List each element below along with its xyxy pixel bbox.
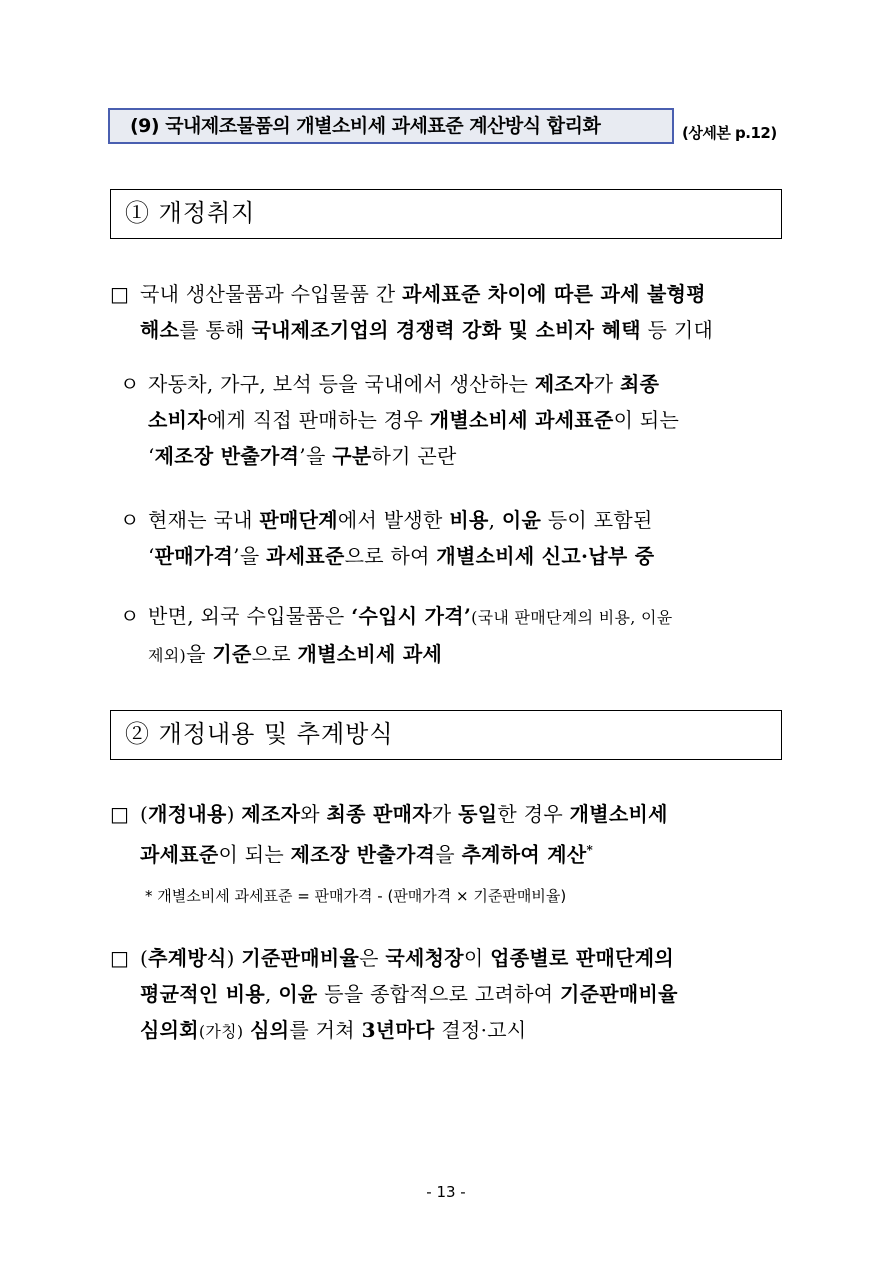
paragraph-purpose xyxy=(110,276,790,348)
section-heading-purpose: ① 개정취지 xyxy=(110,189,782,239)
paragraph-line: 자동차, 가구, 보석 등을 국내에서 생산하는 제조자가 최종 xyxy=(148,372,660,396)
paragraph-line: 평균적인 비용, 이윤 등을 종합적으로 고려하여 기준판매비율 xyxy=(140,982,678,1006)
paragraph-line: 심의회(가칭) 심의를 거쳐 3년마다 결정·고시 xyxy=(140,1018,527,1042)
page-number: - 13 - xyxy=(426,1183,466,1201)
paragraph-line: 과세표준이 되는 제조장 반출가격을 추계하여 계산* xyxy=(140,842,594,867)
paragraph-line: 현재는 국내 판매단계에서 발생한 비용, 이윤 등이 포함된 xyxy=(148,508,653,532)
paragraph-line: (추계방식) 기준판매비율은 국세청장이 업종별로 판매단계의 xyxy=(140,946,674,970)
detail-reference: (상세본 p.12) xyxy=(682,124,777,142)
paragraph-line: ‘제조장 반출가격’을 구분하기 곤란 xyxy=(148,444,457,468)
paragraph-estimation-method xyxy=(110,940,790,1050)
circle-bullet: ㅇ xyxy=(120,604,140,628)
paragraph-line: 반면, 외국 수입물품은 ‘수입시 가격’(국내 판매단계의 비용, 이윤 xyxy=(148,604,673,628)
paragraph-revision-content xyxy=(110,796,790,873)
section-title-bar xyxy=(108,108,674,144)
section-title: (9) 국내제조물품의 개별소비세 과세표준 계산방식 합리화 xyxy=(130,115,601,137)
formula-footnote: * 개별소비세 과세표준 = 판매가격 - (판매가격 × 기준판매비율) xyxy=(145,887,567,905)
paragraph-line: ‘판매가격’을 과세표준으로 하여 개별소비세 신고·납부 중 xyxy=(148,544,655,568)
bullet-item-current xyxy=(120,502,790,574)
paragraph-line: 국내 생산물품과 수입물품 간 과세표준 차이에 따른 과세 불형평 xyxy=(140,282,706,306)
square-bullet: □ xyxy=(110,282,130,306)
paragraph-line: 소비자에게 직접 판매하는 경우 개별소비세 과세표준이 되는 xyxy=(148,408,680,432)
square-bullet: □ xyxy=(110,802,130,826)
section-heading-content: ② 개정내용 및 추계방식 xyxy=(110,710,782,760)
paragraph-line: (개정내용) 제조자와 최종 판매자가 동일한 경우 개별소비세 xyxy=(140,802,668,826)
paragraph-line: 해소를 통해 국내제조기업의 경쟁력 강화 및 소비자 혜택 등 기대 xyxy=(140,318,714,342)
bullet-item-imports xyxy=(120,598,790,674)
paragraph-line: 제외)을 기준으로 개별소비세 과세 xyxy=(148,642,443,666)
circle-bullet: ㅇ xyxy=(120,372,140,396)
circle-bullet: ㅇ xyxy=(120,508,140,532)
square-bullet: □ xyxy=(110,946,130,970)
bullet-item-manufacturer xyxy=(120,366,790,474)
